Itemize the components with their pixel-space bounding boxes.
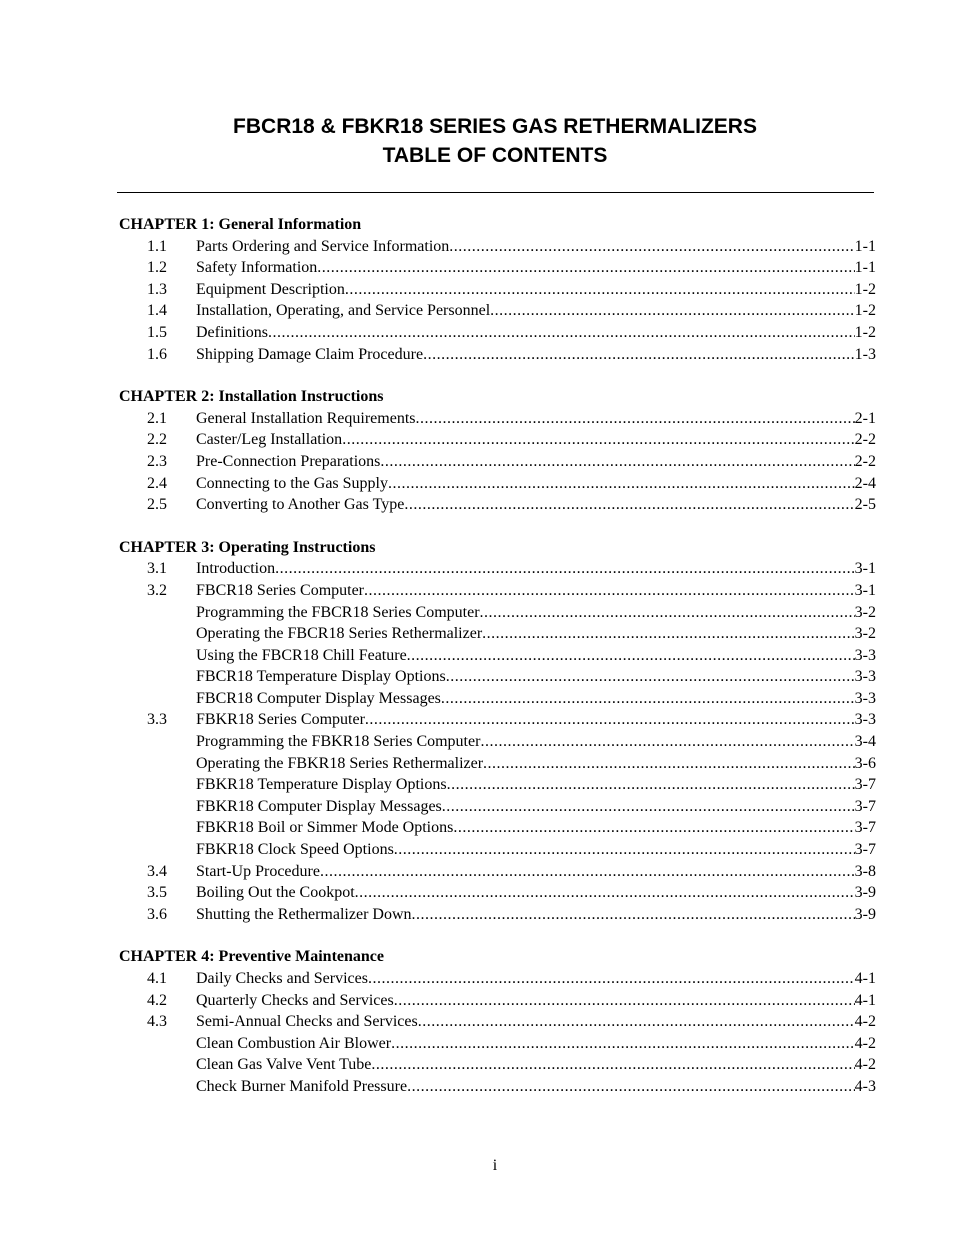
chapter-gap [119, 516, 876, 537]
section-title: Shutting the Rethermalizer Down [196, 905, 412, 923]
section-title: Clean Gas Valve Vent Tube [196, 1056, 372, 1074]
dot-leader [355, 882, 855, 904]
toc-entry[interactable] [119, 1033, 876, 1055]
section-number: 2.5 [147, 496, 167, 514]
dot-leader [275, 558, 855, 580]
section-number: 4.3 [147, 1013, 167, 1031]
section-title: Programming the FBKR18 Series Computer [196, 733, 481, 751]
section-number: 3.1 [147, 560, 167, 578]
page-reference: 3-7 [854, 819, 876, 837]
page-reference: 3-3 [854, 646, 876, 664]
section-number: 2.1 [147, 409, 167, 427]
section-title: Check Burner Manifold Pressure [196, 1077, 408, 1095]
dot-leader [483, 753, 855, 775]
page-reference: 3-2 [854, 625, 876, 643]
page-reference: 1-2 [854, 280, 876, 298]
dot-leader [368, 968, 855, 990]
section-title: Equipment Description [196, 280, 345, 298]
chapter-heading: CHAPTER 3: Operating Instructions [119, 538, 376, 556]
chapter-heading: CHAPTER 4: Preventive Maintenance [119, 948, 384, 966]
page-reference: 4-1 [854, 991, 876, 1009]
chapter-gap [119, 925, 876, 946]
toc-entry[interactable] [119, 451, 876, 473]
dot-leader [415, 408, 854, 430]
section-title: FBKR18 Boil or Simmer Mode Options [196, 819, 454, 837]
page-reference: 3-2 [854, 603, 876, 621]
toc-entry[interactable] [119, 882, 876, 904]
section-title: FBCR18 Temperature Display Options [196, 668, 446, 686]
toc-entry[interactable] [119, 279, 876, 301]
toc-entry[interactable] [119, 236, 876, 258]
page-reference: 4-2 [854, 1013, 876, 1031]
toc-entry[interactable] [119, 429, 876, 451]
page-reference: 3-9 [854, 905, 876, 923]
toc-entry[interactable] [119, 861, 876, 883]
table-of-contents [119, 214, 876, 1098]
section-title: FBCR18 Series Computer [196, 581, 365, 599]
toc-entry[interactable] [119, 344, 876, 366]
chapter-gap [119, 365, 876, 386]
page-reference: 3-1 [854, 560, 876, 578]
page-reference: 2-1 [854, 409, 876, 427]
section-title: Installation, Operating, and Service Personnel [196, 302, 491, 320]
section-number: 2.4 [147, 474, 167, 492]
section-title: Safety Information [196, 259, 318, 277]
section-number: 3.6 [147, 905, 167, 923]
section-number: 3.4 [147, 862, 167, 880]
page-reference: 3-8 [854, 862, 876, 880]
toc-entry[interactable] [119, 990, 876, 1012]
section-title: Operating the FBKR18 Series Rethermalizer [196, 754, 484, 772]
dot-leader [394, 990, 855, 1012]
section-number: 4.1 [147, 970, 167, 987]
section-title: Clean Combustion Air Blower [196, 1034, 392, 1052]
dot-leader [418, 1011, 855, 1033]
dot-leader [320, 861, 855, 883]
page-number: i [492, 1157, 498, 1174]
section-number: 1.1 [147, 237, 167, 255]
dot-leader [391, 1033, 855, 1055]
dot-leader [446, 666, 855, 688]
dot-leader [480, 731, 854, 753]
dot-leader [407, 1076, 855, 1098]
toc-entry[interactable] [119, 580, 876, 602]
dot-leader [447, 774, 855, 796]
dot-leader [345, 279, 855, 301]
toc-entry[interactable] [119, 257, 876, 279]
section-number: 4.2 [147, 991, 167, 1009]
page-reference: 1-1 [854, 237, 876, 255]
page-reference: 3-7 [854, 841, 876, 859]
toc-entry[interactable] [119, 645, 876, 667]
section-title: General Installation Requirements [196, 409, 416, 427]
toc-entry[interactable] [119, 666, 876, 688]
dot-leader [380, 451, 854, 473]
section-title: Programming the FBCR18 Series Computer [196, 603, 480, 621]
section-number: 1.3 [147, 280, 167, 298]
section-title: Caster/Leg Installation [196, 431, 343, 449]
dot-leader [442, 796, 855, 818]
section-title: FBKR18 Clock Speed Options [196, 841, 394, 859]
dot-leader [441, 688, 855, 710]
toc-entry[interactable] [119, 731, 876, 753]
section-number: 1.2 [147, 259, 167, 277]
toc-entry[interactable] [119, 558, 876, 580]
dot-leader [482, 623, 855, 645]
dot-leader [394, 839, 855, 861]
section-number: 2.2 [147, 431, 167, 449]
page-reference: 4-2 [854, 1034, 876, 1052]
toc-entry[interactable] [119, 494, 876, 516]
toc-entry[interactable] [119, 473, 876, 495]
section-title: Operating the FBCR18 Series Rethermalizer [196, 625, 483, 643]
dot-leader [480, 602, 855, 624]
toc-entry[interactable] [119, 753, 876, 775]
page-reference: 3-1 [854, 581, 876, 599]
page-reference: 4-2 [854, 1056, 876, 1074]
page-reference: 1-1 [854, 259, 876, 277]
dot-leader [371, 1054, 854, 1076]
section-number: 1.4 [147, 302, 167, 320]
page-reference: 1-3 [854, 345, 876, 363]
page-reference: 3-6 [854, 754, 876, 772]
dot-leader [490, 300, 855, 322]
section-number: 2.3 [147, 452, 167, 470]
page-reference: 3-7 [854, 797, 876, 815]
section-title: Converting to Another Gas Type [196, 496, 405, 514]
dot-leader [453, 817, 854, 839]
section-title: Shipping Damage Claim Procedure [196, 345, 424, 363]
page-reference: 1-2 [854, 302, 876, 320]
toc-entry[interactable] [119, 1054, 876, 1076]
section-title: FBCR18 Computer Display Messages [196, 689, 441, 707]
toc-entry[interactable] [119, 817, 876, 839]
dot-leader [268, 322, 855, 344]
page-reference: 1-2 [854, 323, 876, 341]
toc-entry[interactable] [119, 839, 876, 861]
section-title: FBKR18 Temperature Display Options [196, 776, 447, 794]
toc-entry[interactable] [119, 904, 876, 926]
toc-entry[interactable] [119, 1076, 876, 1098]
toc-entry[interactable] [119, 774, 876, 796]
section-title: FBKR18 Series Computer [196, 711, 365, 729]
section-number: 1.6 [147, 345, 167, 363]
chapter-heading: CHAPTER 1: General Information [119, 216, 362, 233]
section-title: Quarterly Checks and Services [196, 991, 394, 1009]
section-title: Introduction [196, 560, 276, 578]
page-reference: 3-3 [854, 711, 876, 729]
page-reference: 3-3 [854, 689, 876, 707]
dot-leader [388, 473, 855, 495]
section-title: Using the FBCR18 Chill Feature [196, 646, 407, 664]
dot-leader [365, 709, 855, 731]
toc-entry[interactable] [119, 796, 876, 818]
dot-leader [317, 257, 854, 279]
toc-entry[interactable] [119, 602, 876, 624]
section-title: Definitions [196, 323, 268, 341]
section-number: 3.2 [147, 581, 167, 599]
section-number: 3.3 [147, 711, 167, 729]
section-title: Connecting to the Gas Supply [196, 474, 388, 492]
section-title: Start-Up Procedure [196, 862, 320, 880]
section-title: Pre-Connection Preparations [196, 452, 381, 470]
dot-leader [449, 236, 854, 258]
dot-leader [364, 580, 855, 602]
page-reference: 3-4 [854, 733, 876, 751]
toc-entry[interactable] [119, 408, 876, 430]
section-title: FBKR18 Computer Display Messages [196, 797, 442, 815]
dot-leader [342, 429, 854, 451]
page-reference: 2-5 [854, 496, 876, 514]
toc-entry[interactable] [119, 623, 876, 645]
chapter-heading: CHAPTER 2: Installation Instructions [119, 388, 384, 406]
section-title: Daily Checks and Services [196, 970, 368, 987]
page-reference: 4-3 [854, 1077, 876, 1095]
section-title: Parts Ordering and Service Information [196, 237, 450, 255]
toc-entry[interactable] [119, 322, 876, 344]
toc-entry[interactable] [119, 968, 876, 990]
dot-leader [412, 904, 855, 926]
toc-entry[interactable] [119, 688, 876, 710]
page-reference: 2-4 [854, 474, 876, 492]
section-title: Semi-Annual Checks and Services [196, 1013, 418, 1031]
section-number: 1.5 [147, 323, 167, 341]
page-reference: 4-1 [854, 970, 876, 987]
toc-entry[interactable] [119, 1011, 876, 1033]
document-title: FBCR18 & FBKR18 SERIES GAS RETHERMALIZERS [233, 115, 757, 138]
dot-leader [404, 494, 854, 516]
dot-leader [423, 344, 855, 366]
title-divider [117, 192, 874, 193]
toc-entry[interactable] [119, 709, 876, 731]
page-reference: 3-9 [854, 884, 876, 902]
section-title: Boiling Out the Cookpot [196, 884, 355, 902]
toc-entry[interactable] [119, 300, 876, 322]
page-reference: 2-2 [854, 452, 876, 470]
page-reference: 3-7 [854, 776, 876, 794]
page-reference: 2-2 [854, 431, 876, 449]
dot-leader [407, 645, 855, 667]
page-reference: 3-3 [854, 668, 876, 686]
section-number: 3.5 [147, 884, 167, 902]
document-subtitle: TABLE OF CONTENTS [382, 144, 608, 167]
